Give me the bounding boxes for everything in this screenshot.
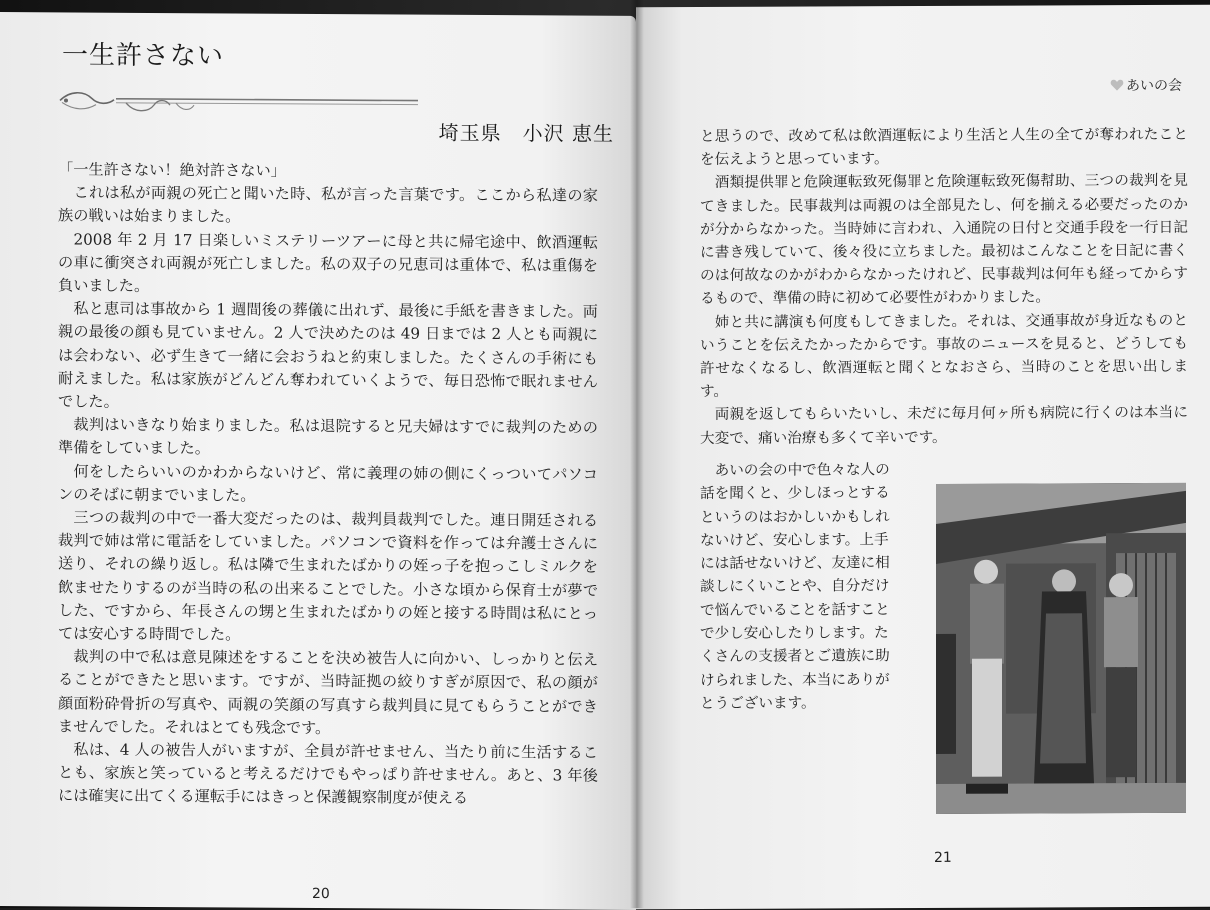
caption-line: とうございます。 <box>700 694 816 712</box>
book-gutter <box>630 0 644 908</box>
page-number-left: 20 <box>312 885 330 903</box>
page-number-right: 21 <box>934 849 952 866</box>
heart-icon <box>1110 78 1124 92</box>
paragraph: 「一生許さない！絶対許さない」 <box>58 160 286 180</box>
caption-line: ないけど、安心します。上手 <box>700 531 889 549</box>
paragraph: 2008 年 2 月 17 日楽しいミステリーツアーに母と共に帰宅途中、飲酒運転の車に衝突され両親が死亡しました。私の双子の兄恵司は重体で、私は重傷を負いました。 <box>58 230 598 295</box>
ornamental-rule-icon <box>56 86 420 118</box>
header-tag-label: あいの会 <box>1126 77 1182 95</box>
paragraph: 姉と共に講演も何度もしてきました。それは、交通事故が身近なものということを伝えたかったからです。事故のニュースを見ると、どうしても許せなくなるし、飲酒運転と聞くとなおさら、当時のことを思い出します。 <box>700 311 1188 401</box>
paragraph: 私と恵司は事故から 1 週間後の葬儀に出れず、最後に手紙を書きました。両親の最後の顔も見ていません。2 人で決めたのは 49 日までは 2 人とも両親には会わない、必ず生きて一緒に会おうねと約束しました。たくさんの手術にも耐えました。私は家族がどんどん奪われていくようで、毎日恐怖で眠れませんでした。 <box>58 299 598 411</box>
essay-body-right <box>700 123 1188 450</box>
paragraph: 酒類提供罪と危険運転致死傷罪と危険運転致死傷幇助、三つの裁判を見てきました。民事裁判は両親のは全部見たし、何を揃える必要だったのかが分からなかった。当時姉に言われ、入通院の日付と交通手段を一行日記に書き残していて、後々役に立ちました。最初はこんなことを日記に書くのは何故なのかがわからなかったけれど、民事裁判は何年も経ってからするもので、準備の時に初めて必要性がわかりました。 <box>700 172 1188 308</box>
caption-line: くさんの支援者とご遺族に助 <box>700 647 890 666</box>
left-page <box>0 12 636 910</box>
side-caption <box>700 458 912 715</box>
paragraph: 私は、4 人の被告人がいますが、全員が許せません、当たり前に生活することも、家族と笑っていると考えるだけでもやっぱり許せません。あと、3 年後には確実に出てくる運転手にはきっと保護観察制度が使える <box>58 740 598 808</box>
caption-line: というのはおかしいかもしれ <box>700 507 890 526</box>
paragraph: と思うので、改めて私は飲酒運転により生活と人生の全てが奪われたことを伝えようと思っています。 <box>700 125 1188 169</box>
right-page <box>636 5 1210 910</box>
paragraph: 裁判はいきなり始まりました。私は退院すると兄夫婦はすでに裁判のための準備をしていました。 <box>58 415 598 458</box>
paragraph: 三つの裁判の中で一番大変だったのは、裁判員裁判でした。連日開廷される裁判で姉は常に電話をしていました。パソコンで資料を作っては弁護士さんに送り、それの繰り返し。私は隣で生まれたばかりの姪っ子を抱っこしミルクを飲ませたりするのが当時の私の出来ることでした。小さな頃から保育士が夢でした、ですから、年長さんの甥と生まれたばかりの姪と接する時間は私にとっては安心する時間でした。 <box>58 508 598 644</box>
author-line: 埼玉県 小沢 恵生 <box>438 120 614 146</box>
caption-line: で悩んでいることを話すこと <box>700 600 890 619</box>
paragraph: 何をしたらいいのかわからないけど、常に義理の姉の側にくっついてパソコンのそばに朝までいました。 <box>58 462 598 505</box>
caption-line: あいの会の中で色々な人の <box>700 461 890 479</box>
caption-line: けられました、本当にありが <box>700 670 890 689</box>
caption-line: で少し安心したりします。た <box>700 624 889 643</box>
family-photo <box>936 483 1186 814</box>
page-title: 一生許さない <box>62 40 225 72</box>
photo-scene-icon <box>936 483 1186 814</box>
paragraph: 裁判の中で私は意見陳述をすることを決め被告人に向かい、しっかりと伝えることができたと思います。ですが、当時証拠の絞りすぎが原因で、私の顔が顔面粉砕骨折の写真や、両親の笑顔の写真すら裁判員に見てもらうことができませんでした。それはとても残念です。 <box>58 647 598 737</box>
paragraph: これは私が両親の死亡と聞いた時、私が言った言葉です。ここから私達の家族の戦いは始まりました。 <box>58 183 598 226</box>
essay-body-left <box>58 158 598 811</box>
header-tag <box>1110 75 1182 95</box>
caption-line: 話を聞くと、少しほっとする <box>700 484 890 503</box>
paragraph: 両親を返してもらいたいし、未だに毎月何ヶ所も病院に行くのは本当に大変で、痛い治療も多くて辛いです。 <box>700 404 1188 447</box>
caption-line: には話せないけど、友達に相 <box>700 554 890 573</box>
caption-line: 談しにくいことや、自分だけ <box>700 577 890 596</box>
